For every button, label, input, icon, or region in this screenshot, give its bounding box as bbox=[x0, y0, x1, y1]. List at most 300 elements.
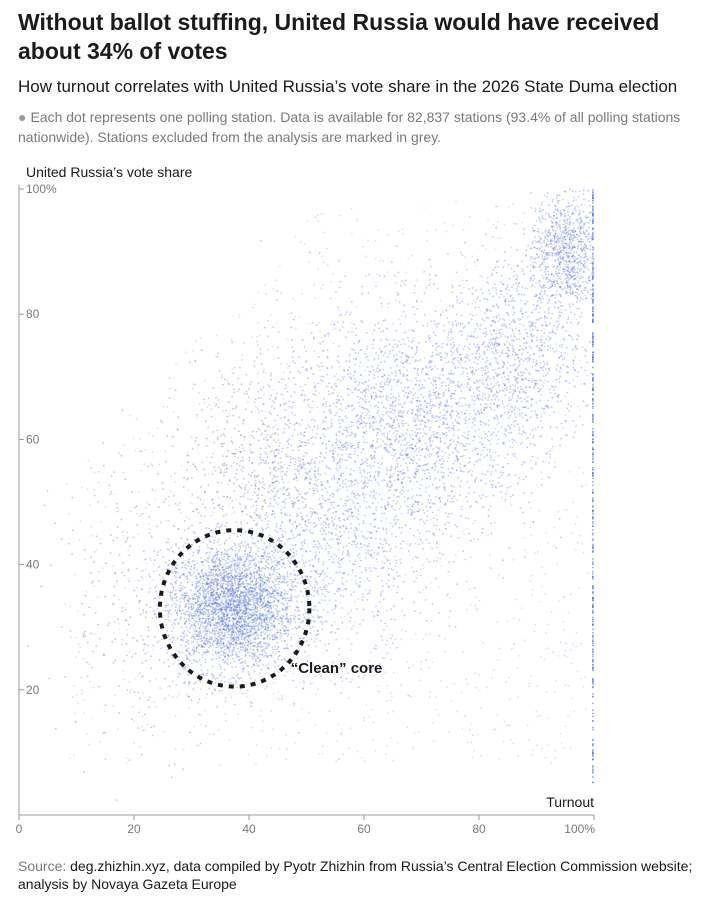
data-point bbox=[254, 477, 256, 479]
data-point bbox=[223, 582, 225, 584]
data-point-excluded bbox=[290, 445, 292, 447]
data-point bbox=[218, 539, 220, 541]
data-point-excluded bbox=[84, 635, 86, 637]
data-point bbox=[234, 634, 236, 636]
data-point bbox=[335, 528, 337, 530]
data-point bbox=[233, 647, 235, 649]
data-point-excluded bbox=[277, 491, 279, 493]
data-point bbox=[386, 558, 388, 560]
data-point bbox=[138, 580, 140, 582]
data-point bbox=[287, 621, 289, 623]
data-point-excluded bbox=[129, 554, 131, 556]
data-point bbox=[186, 578, 188, 580]
data-point bbox=[196, 602, 198, 604]
data-point bbox=[265, 546, 267, 548]
data-point bbox=[206, 573, 208, 575]
data-point bbox=[258, 661, 260, 663]
data-point bbox=[257, 635, 259, 637]
data-point bbox=[265, 577, 267, 579]
data-point-excluded bbox=[289, 365, 291, 367]
data-point bbox=[215, 574, 217, 576]
data-point bbox=[212, 558, 214, 560]
data-point bbox=[215, 599, 217, 601]
data-point bbox=[277, 593, 279, 595]
data-point bbox=[265, 652, 267, 654]
data-point bbox=[323, 398, 325, 400]
data-point-excluded bbox=[209, 462, 211, 464]
data-point bbox=[305, 561, 307, 563]
data-point bbox=[231, 666, 233, 668]
data-point bbox=[222, 659, 224, 661]
data-point bbox=[222, 580, 224, 582]
data-point bbox=[240, 613, 242, 615]
data-point-excluded bbox=[339, 423, 341, 425]
data-point bbox=[266, 553, 268, 555]
data-point bbox=[311, 516, 313, 518]
data-point-excluded bbox=[287, 420, 289, 422]
data-point bbox=[234, 477, 236, 479]
data-point bbox=[242, 646, 244, 648]
data-point bbox=[269, 572, 271, 574]
data-point bbox=[215, 682, 217, 684]
data-point-excluded bbox=[159, 550, 161, 552]
data-point bbox=[308, 644, 310, 646]
data-point bbox=[269, 574, 271, 576]
data-point bbox=[303, 680, 305, 682]
data-point bbox=[259, 579, 261, 581]
data-point bbox=[254, 645, 256, 647]
data-point bbox=[259, 623, 261, 625]
data-point-excluded bbox=[305, 384, 307, 386]
data-point bbox=[207, 561, 209, 563]
data-point bbox=[260, 608, 262, 610]
data-point-excluded bbox=[274, 408, 276, 410]
data-point bbox=[282, 530, 284, 532]
data-point bbox=[192, 618, 194, 620]
data-point bbox=[234, 590, 236, 592]
data-point bbox=[157, 608, 159, 610]
data-point bbox=[246, 601, 248, 603]
data-point bbox=[202, 586, 204, 588]
data-point-excluded bbox=[233, 533, 235, 535]
data-point bbox=[312, 609, 314, 611]
data-point bbox=[235, 632, 237, 634]
data-point-excluded bbox=[291, 501, 293, 503]
data-point bbox=[320, 517, 322, 519]
data-point bbox=[290, 530, 292, 532]
data-point bbox=[310, 532, 312, 534]
data-point bbox=[275, 652, 277, 654]
data-point bbox=[198, 608, 200, 610]
data-point-excluded bbox=[166, 435, 168, 437]
data-point bbox=[179, 584, 181, 586]
data-point bbox=[414, 511, 416, 513]
data-point bbox=[232, 617, 234, 619]
data-point bbox=[265, 462, 267, 464]
data-point bbox=[325, 620, 327, 622]
data-point bbox=[328, 531, 330, 533]
data-point bbox=[236, 607, 238, 609]
data-point bbox=[227, 496, 229, 498]
data-point bbox=[323, 521, 325, 523]
data-point bbox=[278, 449, 280, 451]
data-point bbox=[266, 583, 268, 585]
data-point bbox=[239, 446, 241, 448]
data-point bbox=[255, 658, 257, 660]
data-point bbox=[238, 601, 240, 603]
data-point bbox=[361, 572, 363, 574]
data-point bbox=[245, 575, 247, 577]
data-point bbox=[318, 519, 320, 521]
data-point bbox=[230, 614, 232, 616]
data-point bbox=[395, 515, 397, 517]
data-point bbox=[281, 566, 283, 568]
data-point bbox=[332, 525, 334, 527]
data-point bbox=[267, 523, 269, 525]
data-point bbox=[225, 645, 227, 647]
data-point-excluded bbox=[158, 506, 160, 508]
data-point-excluded bbox=[199, 546, 201, 548]
data-point bbox=[276, 610, 278, 612]
data-point bbox=[249, 578, 251, 580]
data-point bbox=[223, 559, 225, 561]
data-point bbox=[276, 589, 278, 591]
data-point bbox=[156, 585, 158, 587]
data-point-excluded bbox=[299, 463, 301, 465]
data-point bbox=[208, 590, 210, 592]
data-point bbox=[265, 610, 267, 612]
data-point bbox=[272, 555, 274, 557]
data-point bbox=[147, 636, 149, 638]
data-point bbox=[228, 581, 230, 583]
data-point bbox=[209, 602, 211, 604]
data-point bbox=[201, 654, 203, 656]
data-point bbox=[339, 571, 341, 573]
data-point bbox=[187, 561, 189, 563]
data-point-excluded bbox=[117, 511, 119, 513]
data-point bbox=[331, 583, 333, 585]
data-point bbox=[253, 609, 255, 611]
data-point bbox=[191, 584, 193, 586]
data-point bbox=[249, 587, 251, 589]
data-point bbox=[259, 589, 261, 591]
data-point bbox=[188, 596, 190, 598]
data-point bbox=[265, 613, 267, 615]
data-point bbox=[248, 569, 250, 571]
data-point-excluded bbox=[189, 362, 191, 364]
data-point bbox=[249, 593, 251, 595]
data-point bbox=[312, 437, 314, 439]
data-point bbox=[226, 550, 228, 552]
data-point bbox=[312, 616, 314, 618]
data-point bbox=[316, 546, 318, 548]
data-point bbox=[263, 643, 265, 645]
data-point bbox=[214, 637, 216, 639]
data-point bbox=[314, 557, 316, 559]
data-point bbox=[236, 656, 238, 658]
data-point-excluded bbox=[269, 467, 271, 469]
data-point-excluded bbox=[251, 484, 253, 486]
data-point bbox=[376, 531, 378, 533]
data-point bbox=[207, 558, 209, 560]
data-point bbox=[358, 513, 360, 515]
data-point bbox=[313, 483, 315, 485]
data-point-excluded bbox=[279, 442, 281, 444]
data-point bbox=[199, 630, 201, 632]
data-point bbox=[252, 658, 254, 660]
data-point bbox=[286, 515, 288, 517]
data-point-excluded bbox=[141, 588, 143, 590]
data-point bbox=[237, 535, 239, 537]
data-point bbox=[284, 543, 286, 545]
data-point bbox=[363, 536, 365, 538]
data-point bbox=[229, 537, 231, 539]
data-point bbox=[287, 619, 289, 621]
data-point bbox=[264, 598, 266, 600]
data-point-excluded bbox=[217, 482, 219, 484]
data-point bbox=[360, 547, 362, 549]
data-point bbox=[223, 618, 225, 620]
data-point bbox=[220, 586, 222, 588]
data-point bbox=[239, 503, 241, 505]
data-point-excluded bbox=[354, 352, 356, 354]
data-point bbox=[184, 567, 186, 569]
data-point bbox=[279, 593, 281, 595]
data-point bbox=[269, 634, 271, 636]
data-point bbox=[355, 508, 357, 510]
data-point-excluded bbox=[90, 572, 92, 574]
data-point bbox=[187, 538, 189, 540]
data-point bbox=[175, 577, 177, 579]
data-point bbox=[271, 561, 273, 563]
data-point bbox=[255, 510, 257, 512]
data-point-excluded bbox=[295, 461, 297, 463]
data-point bbox=[331, 556, 333, 558]
data-point-excluded bbox=[83, 636, 85, 638]
data-point-excluded bbox=[313, 426, 315, 428]
data-point bbox=[265, 528, 267, 530]
data-point bbox=[239, 610, 241, 612]
data-point bbox=[313, 595, 315, 597]
data-point-excluded bbox=[233, 462, 235, 464]
data-point bbox=[218, 616, 220, 618]
data-point bbox=[288, 443, 290, 445]
data-point-excluded bbox=[116, 506, 118, 508]
data-point-excluded bbox=[145, 653, 147, 655]
data-point bbox=[208, 688, 210, 690]
data-point-excluded bbox=[369, 495, 371, 497]
data-point bbox=[189, 562, 191, 564]
data-point bbox=[200, 499, 202, 501]
data-point bbox=[250, 648, 252, 650]
data-point bbox=[272, 565, 274, 567]
data-point bbox=[223, 676, 225, 678]
data-point bbox=[181, 627, 183, 629]
data-point bbox=[339, 465, 341, 467]
data-point bbox=[235, 592, 237, 594]
data-point bbox=[221, 599, 223, 601]
data-point bbox=[355, 581, 357, 583]
data-point bbox=[226, 522, 228, 524]
data-point-excluded bbox=[222, 465, 224, 467]
data-point bbox=[277, 659, 279, 661]
data-point bbox=[249, 552, 251, 554]
data-point bbox=[179, 619, 181, 621]
data-point bbox=[364, 544, 366, 546]
data-point bbox=[332, 561, 334, 563]
data-point bbox=[203, 590, 205, 592]
data-point-excluded bbox=[40, 586, 42, 588]
data-point bbox=[234, 543, 236, 545]
data-point bbox=[322, 588, 324, 590]
data-point bbox=[181, 594, 183, 596]
data-point bbox=[261, 620, 263, 622]
data-point bbox=[208, 586, 210, 588]
data-point bbox=[247, 671, 249, 673]
data-point bbox=[219, 507, 221, 509]
data-point-excluded bbox=[246, 522, 248, 524]
data-point bbox=[205, 621, 207, 623]
data-point bbox=[195, 661, 197, 663]
data-point bbox=[159, 687, 161, 689]
data-point bbox=[272, 636, 274, 638]
data-point-excluded bbox=[240, 469, 242, 471]
data-point bbox=[313, 621, 315, 623]
data-point-excluded bbox=[258, 494, 260, 496]
data-point bbox=[397, 575, 399, 577]
data-point bbox=[435, 578, 437, 580]
data-point bbox=[224, 543, 226, 545]
data-point-excluded bbox=[144, 714, 146, 716]
chart-note bbox=[18, 107, 708, 147]
data-point bbox=[199, 605, 201, 607]
data-point bbox=[319, 545, 321, 547]
data-point bbox=[257, 627, 259, 629]
data-point-excluded bbox=[250, 475, 252, 477]
data-point bbox=[252, 451, 254, 453]
data-point bbox=[180, 589, 182, 591]
data-point bbox=[204, 659, 206, 661]
data-point bbox=[199, 522, 201, 524]
data-point bbox=[214, 589, 216, 591]
data-point bbox=[291, 645, 293, 647]
data-point bbox=[235, 601, 237, 603]
data-point bbox=[188, 682, 190, 684]
data-point bbox=[231, 607, 233, 609]
data-point-excluded bbox=[129, 616, 131, 618]
data-point bbox=[327, 611, 329, 613]
data-point bbox=[193, 568, 195, 570]
data-point-excluded bbox=[278, 439, 280, 441]
data-point-excluded bbox=[212, 499, 214, 501]
data-point bbox=[294, 574, 296, 576]
data-point bbox=[197, 605, 199, 607]
data-point bbox=[231, 580, 233, 582]
data-point bbox=[236, 595, 238, 597]
data-point bbox=[277, 595, 279, 597]
data-point bbox=[241, 583, 243, 585]
data-point bbox=[360, 480, 362, 482]
data-point bbox=[220, 638, 222, 640]
data-point bbox=[268, 595, 270, 597]
data-point bbox=[343, 557, 345, 559]
data-point bbox=[268, 558, 270, 560]
data-point bbox=[397, 586, 399, 588]
data-point bbox=[199, 659, 201, 661]
data-point bbox=[185, 542, 187, 544]
data-point bbox=[380, 620, 382, 622]
data-point bbox=[250, 516, 252, 518]
data-point bbox=[365, 567, 367, 569]
data-point bbox=[395, 536, 397, 538]
data-point bbox=[187, 581, 189, 583]
data-point bbox=[250, 642, 252, 644]
data-point bbox=[208, 572, 210, 574]
data-point bbox=[314, 470, 316, 472]
data-point bbox=[204, 491, 206, 493]
data-point bbox=[245, 587, 247, 589]
data-point bbox=[215, 554, 217, 556]
data-point bbox=[235, 575, 237, 577]
data-point bbox=[358, 584, 360, 586]
data-point bbox=[235, 588, 237, 590]
data-point bbox=[200, 664, 202, 666]
data-point bbox=[207, 613, 209, 615]
data-point bbox=[267, 546, 269, 548]
data-point bbox=[223, 570, 225, 572]
data-point bbox=[281, 640, 283, 642]
data-point-excluded bbox=[313, 493, 315, 495]
data-point bbox=[185, 611, 187, 613]
data-point bbox=[185, 604, 187, 606]
data-point bbox=[247, 603, 249, 605]
data-point bbox=[311, 638, 313, 640]
data-point-excluded bbox=[169, 377, 171, 379]
data-point bbox=[396, 571, 398, 573]
data-point bbox=[184, 600, 186, 602]
data-point bbox=[213, 617, 215, 619]
data-point bbox=[183, 613, 185, 615]
data-point bbox=[191, 603, 193, 605]
data-point bbox=[285, 503, 287, 505]
data-point bbox=[222, 607, 224, 609]
data-point-excluded bbox=[233, 483, 235, 485]
data-point bbox=[208, 615, 210, 617]
data-point bbox=[234, 560, 236, 562]
data-point-excluded bbox=[163, 556, 165, 558]
data-point bbox=[241, 511, 243, 513]
data-point-excluded bbox=[270, 437, 272, 439]
data-point bbox=[237, 558, 239, 560]
data-point bbox=[268, 520, 270, 522]
data-point bbox=[179, 674, 181, 676]
data-point bbox=[177, 676, 179, 678]
data-point-excluded bbox=[217, 356, 219, 358]
data-point bbox=[200, 632, 202, 634]
data-point-excluded bbox=[238, 430, 240, 432]
data-point bbox=[444, 524, 446, 526]
data-point-excluded bbox=[107, 625, 109, 627]
data-point bbox=[216, 584, 218, 586]
data-point bbox=[317, 427, 319, 429]
data-point bbox=[295, 502, 297, 504]
data-point-excluded bbox=[226, 468, 228, 470]
data-point bbox=[262, 549, 264, 551]
data-point bbox=[185, 593, 187, 595]
data-point bbox=[282, 535, 284, 537]
data-point-excluded bbox=[251, 411, 253, 413]
data-point bbox=[258, 586, 260, 588]
